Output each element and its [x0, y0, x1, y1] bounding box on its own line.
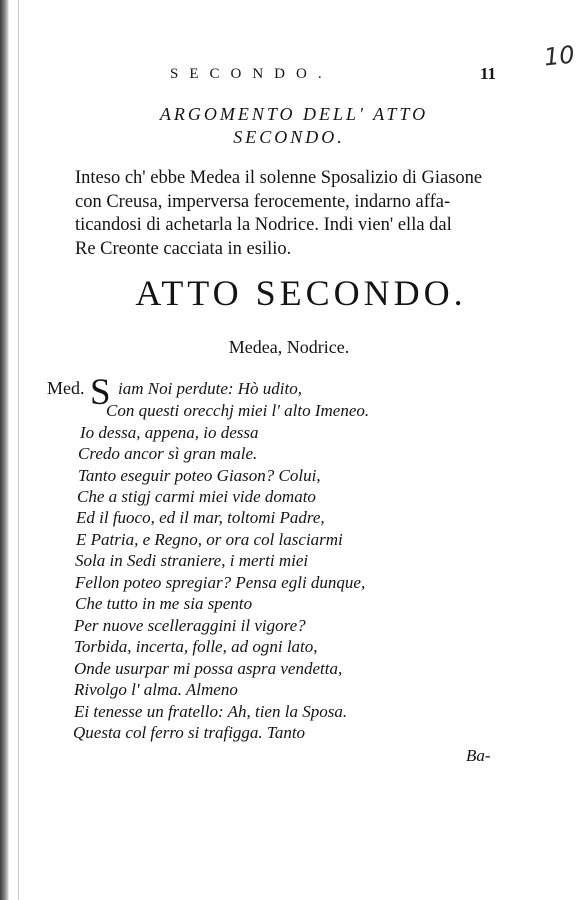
verse-line: Onde usurpar mi possa aspra vendetta,	[74, 659, 343, 678]
verse-line: Rivolgo l' alma. Almeno	[74, 680, 238, 699]
catchword: Ba-	[466, 746, 491, 765]
summary-line: ticandosi di achetarla la Nodrice. Indi vien' ella dal	[75, 215, 452, 235]
verse-line: E Patria, e Regno, or ora col lasciarmi	[76, 530, 343, 549]
summary-line: con Creusa, imperversa ferocemente, indarno affa-	[75, 191, 451, 212]
verse-line-first: iam Noi perdute: Hò udito,	[118, 379, 302, 398]
summary-line: Re Creonte cacciata in esilio.	[75, 238, 292, 259]
verse-line: Che tutto in me sia spento	[75, 594, 253, 613]
verse-line: Per nuove scelleraggini il vigore?	[74, 616, 306, 635]
page-number: 11	[480, 64, 497, 83]
verse-line: Torbida, incerta, folle, ad ogni lato,	[74, 637, 318, 656]
character-list: Medea, Nodrice.	[228, 337, 350, 357]
drop-cap: S	[90, 372, 111, 413]
handwritten-page-number: 10	[542, 40, 576, 72]
argument-summary	[75, 167, 555, 261]
verse-line: Ed il fuoco, ed il mar, toltomi Padre,	[76, 508, 325, 527]
verse-line: Con questi orecchj miei l' alto Imeneo.	[106, 401, 370, 420]
verse-line: Fellon poteo spregiar? Pensa egli dunque,	[75, 573, 366, 592]
argument-title-line1: ARGOMENTO DELL' ATTO	[159, 104, 429, 124]
argument-title-line2: SECONDO.	[233, 127, 345, 147]
act-title: ATTO SECONDO.	[135, 273, 467, 313]
verse-line: Questa col ferro si trafigga. Tanto	[73, 723, 306, 742]
verse-line: Credo ancor sì gran male.	[78, 444, 258, 463]
verse-line: Tanto eseguir poteo Giason? Colui,	[78, 466, 321, 485]
running-head: SECONDO.	[170, 66, 333, 82]
verse-line: Io dessa, appena, io dessa	[80, 423, 259, 442]
verse-line: Che a stigj carmi miei vide domato	[77, 487, 316, 506]
speaker-name: Med.	[47, 378, 85, 398]
summary-line: Inteso ch' ebbe Medea il solenne Sposalizio di Giasone	[75, 168, 483, 188]
verse-line: Sola in Sedi straniere, i merti miei	[75, 551, 309, 570]
verse-line: Ei tenesse un fratello: Ah, tien la Sposa.	[74, 702, 348, 721]
